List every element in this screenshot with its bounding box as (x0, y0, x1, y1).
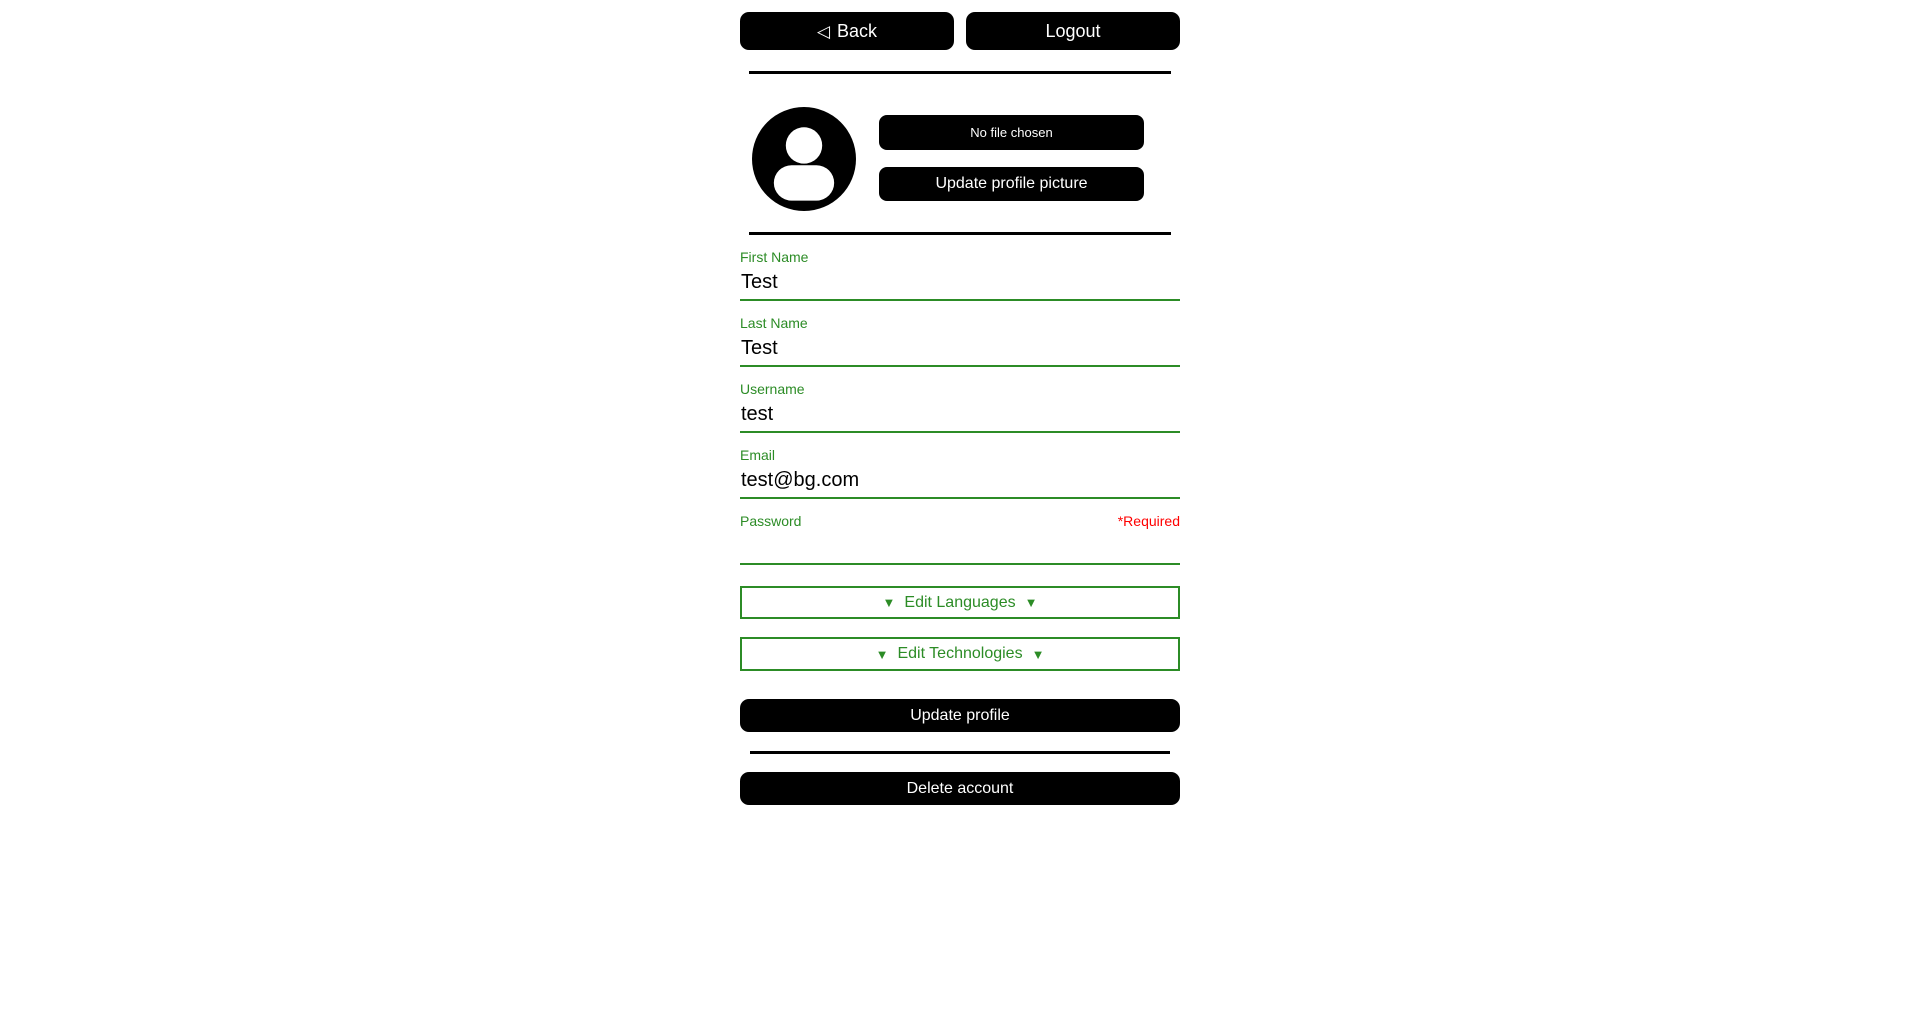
username-input[interactable] (740, 398, 1180, 429)
email-label: Email (740, 447, 776, 463)
edit-technologies-button[interactable] (740, 637, 1180, 671)
delete-account-button[interactable] (740, 772, 1180, 805)
username-field (740, 381, 1180, 433)
top-bar (740, 12, 1180, 50)
profile-settings-page (740, 0, 1180, 805)
update-profile-label: Update profile (910, 706, 1010, 724)
first-name-label: First Name (740, 249, 809, 265)
last-name-label: Last Name (740, 315, 808, 331)
password-input[interactable] (740, 530, 1180, 561)
update-profile-picture-label: Update profile picture (935, 175, 1088, 192)
choose-file-button[interactable] (879, 115, 1144, 150)
edit-technologies-label: Edit Technologies (897, 645, 1023, 662)
edit-languages-label: Edit Languages (904, 593, 1016, 611)
divider (749, 71, 1171, 74)
profile-picture-section (740, 107, 1180, 211)
last-name-input[interactable] (740, 332, 1180, 363)
choose-file-label: No file chosen (970, 125, 1053, 140)
chevron-down-icon: ▼ (1024, 595, 1038, 610)
back-button-label: Back (837, 20, 878, 41)
chevron-down-icon: ▼ (882, 595, 896, 610)
password-field (740, 513, 1180, 565)
username-label: Username (740, 381, 805, 397)
logout-button-label: Logout (1045, 20, 1101, 41)
first-name-field (740, 249, 1180, 301)
last-name-field (740, 315, 1180, 367)
chevron-down-icon: ▼ (1031, 646, 1045, 662)
logout-button[interactable] (966, 12, 1180, 50)
chevron-down-icon: ▼ (875, 646, 889, 662)
password-required-note: *Required (1117, 513, 1180, 529)
divider (749, 232, 1171, 235)
update-profile-button[interactable] (740, 699, 1180, 732)
first-name-input[interactable] (740, 266, 1180, 297)
back-button[interactable] (740, 12, 954, 50)
update-profile-picture-button[interactable] (879, 167, 1144, 201)
email-input[interactable] (740, 464, 1180, 495)
password-label: Password (740, 513, 802, 529)
person-icon (752, 107, 856, 211)
delete-account-label: Delete account (906, 779, 1014, 797)
back-arrow-icon: ◁ (816, 21, 831, 41)
email-field (740, 447, 1180, 499)
edit-languages-button[interactable] (740, 586, 1180, 619)
profile-form (740, 249, 1180, 732)
avatar (752, 107, 856, 211)
picture-buttons (879, 107, 1144, 201)
divider (750, 751, 1170, 754)
